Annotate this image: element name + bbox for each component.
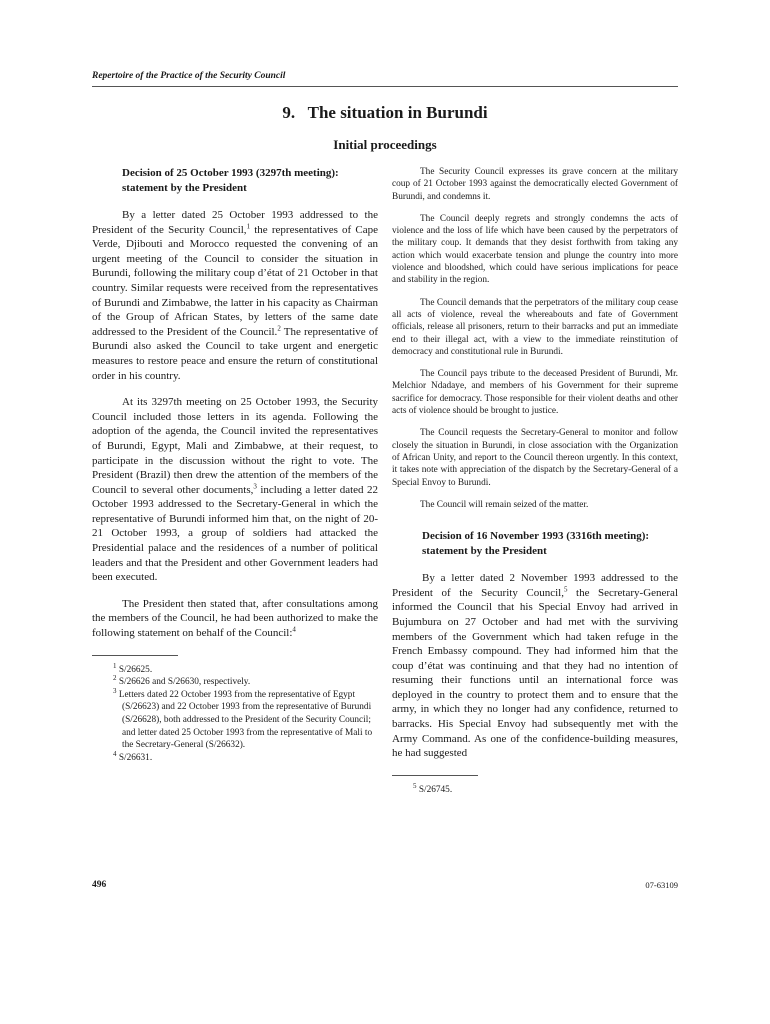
footnote-ref-5[interactable]: 5 [563,585,568,594]
statement-paragraph: The Council requests the Secretary-General to monitor and follow closely the situation in Burundi, in close association with the Organization of African Unity, and report to the Council thereon urgently. In this context, it takes note with appreciation of the dispatch by the Secretary-General of a Special Envoy to Burundi. [392,428,678,488]
chapter-title: 9. The situation in Burundi [282,103,488,122]
statement-paragraph: The Council pays tribute to the deceased President of Burundi, Mr. Melchior Ndadaye, and members of his Government for their supreme sacrifice for democracy. Those responsible for their violent deaths and other acts of violence should be brought to justice. [392,369,678,417]
footnote-ref-3[interactable]: 3 [253,482,257,491]
footnote: $^4$ S/26631. [113,749,153,763]
header-rule [92,86,678,87]
footnote: $^2$ S/26626 and S/26630, respectively. [113,674,251,688]
body-paragraph-3: The President then stated that, after consultations among the members of the Council, he had been authorized to make the following statement on behalf of the Council:$^4$ [92,597,378,640]
footnote: $^5$ S/26745. [413,781,453,795]
footnote: $^1$ S/26625. [113,661,153,675]
document-id: 07-63109 [645,880,678,890]
statement-paragraph: The Council demands that the perpetrators of the military coup cease all acts of violence, reveal the whereabouts and fate of Government officials, release all prisoners, return to their barracks and put an immediate end to their illegal act, with a view to the immediate reinstitution of democracy and constitutional rule in Burundi. [392,297,678,357]
footnote-ref-1[interactable]: 1 [246,221,251,230]
footnote-ref-4[interactable]: 4 [292,625,296,634]
body-paragraph-2: At its 3297th meeting on 25 October 1993, the Security Council included those letters in its agenda. Following the adoption of the agenda, the Council invited the representatives of Burundi, Egypt, Mali and Zimbabwe, at their request, to participate in the discussion without the right to vote. The President (Brazil) then drew the attention of the members of the Council to several other documents,$^3$ including a letter dated 22 October 1993 addressed to the Secretary-General in which the representative of Burundi informed him that, on the night of 20-21 October 1993, a group of soldiers had attacked the Presidential palace and the residences of a number of political leaders and that the President and other Government leaders had been executed. [92,396,378,584]
right-column [392,166,678,796]
running-head: Repertoire of the Practice of the Security Council [92,71,286,81]
body-paragraph-4: By a letter dated 2 November 1993 addressed to the President of the Security Council,$^5$ the Secretary-General informed the Council that his Special Envoy had arrived in Bujumbura on 27 October and had met with the surviving members of the Government which had taken refuge in the French Embassy compound. They had informed him that the coup d’état was continuing and that they had no intention of resuming their functions until an international force was deployed in the country to protect them and to ensure that the army, in which they no longer had any confidence, returned to barracks. His Special Envoy had subsequently met with the Army Command. As one of the confidence-building measures, he had suggested [392,572,678,760]
decision-heading-1: Decision of 25 October 1993 (3297th meeting): statement by the President [122,167,339,194]
section-subtitle: Initial proceedings [333,137,437,152]
footnote-ref-2[interactable]: 2 [277,324,281,333]
statement-paragraph: The Council deeply regrets and strongly condemns the acts of violence and the loss of life which have been caused by the perpetrators of the military coup. It demands that they desist forthwith from taking any action which would exacerbate tension and plunge the country into more violence and bloodshed, which could have serious implications for peace and stability in the region. [392,213,678,286]
left-column [92,166,378,764]
body-paragraph-1: By a letter dated 25 October 1993 addressed to the President of the Security Council,$^1$ the representatives of Cape Verde, Djibouti and Morocco requested the convening of an urgent meeting of the Council to consider the situation in Burundi, following the military coup d’état of 21 October in that country. Similar requests were received from the representatives of Burundi and Zimbabwe, the latter in his capacity as Chairman of the Group of African States, by letters of the same date addressed to the President of the Council.$^2$ The representative of Burundi also asked the Council to take urgent and energetic measures to restore peace and ensure the return of constitutional order in his country. [92,209,379,382]
footnote: $^3$ Letters dated 22 October 1993 from the representative of Egypt (S/26623) and 22 October 1993 from the representative of Burundi (S/26628), both addressed to the President of the Security Council; and letter dated 25 October 1993 from the representative of Mali to the Secretary-General (S/26632). [113,686,373,751]
page-number: 496 [92,880,107,890]
footnote-rule [392,775,478,776]
decision-heading-2: Decision of 16 November 1993 (3316th meeting): statement by the President [422,530,650,558]
statement-paragraph: The Security Council expresses its grave concern at the military coup of 21 October 1993 against the democratically elected Government of Burundi, and condemns it. [392,167,678,202]
footnote-rule [92,655,178,656]
statement-paragraph: The Council will remain seized of the matter. [420,499,589,510]
